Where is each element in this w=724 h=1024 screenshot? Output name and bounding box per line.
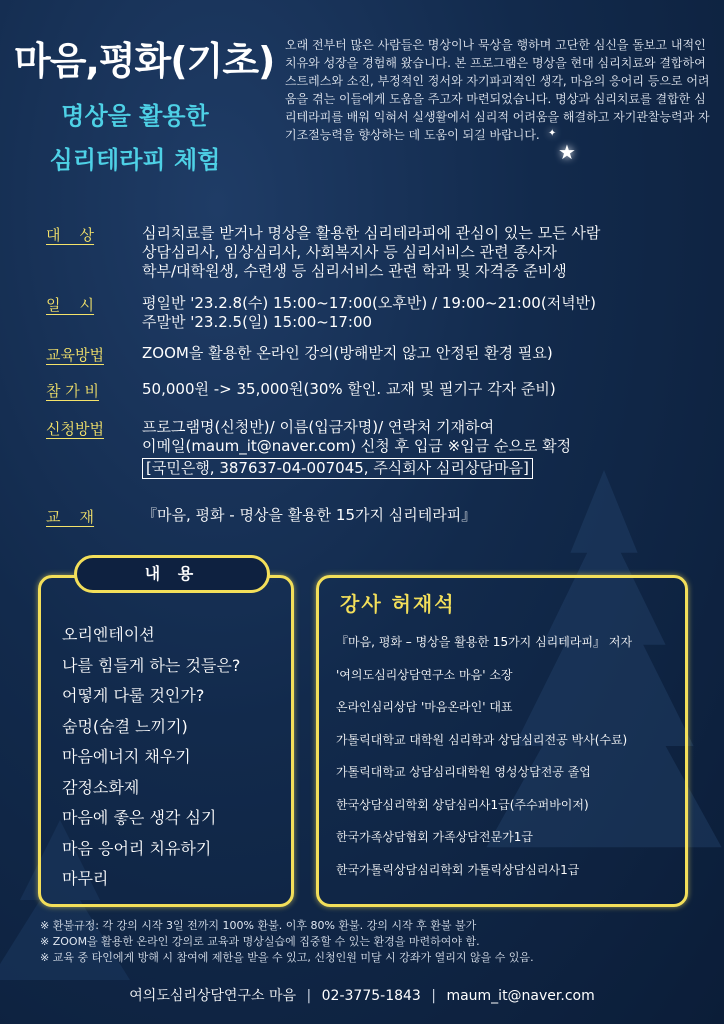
star-icon: ★ — [558, 140, 576, 164]
page-title: 마음,평화(기초) — [14, 39, 275, 83]
footer — [0, 985, 724, 1005]
list-item: 가톨릭대학교 대학원 심리학과 상담심리전공 박사(수료) — [336, 732, 628, 747]
info-textbook — [46, 506, 706, 527]
info-target-label: 대 상 — [46, 226, 95, 244]
intro-text: 오래 전부터 많은 사람들은 명상이나 묵상을 행하며 고단한 심신을 돌보고 내적인 치유와 성장을 경험해 왔습니다. 본 프로그램은 명상을 현대 심리치료와 결합하여 스트레스와 소진, 부정적인 정서와 자기파괴적인 생각, 마음의 응어리 등으로 어려움을 겪는 이들에게 도움을 주고자 마련되었습니다. 명상과 심리치료를 결합한 심리테라피를 배워 익혀서 실생활에서 심리적 어려움을 해결하고 자기관찰능력과 자기조절능력을 향상하는 데 도움이 되길 바랍니다. — [285, 38, 710, 142]
footer-separator: | — [306, 988, 312, 1004]
info-fee — [46, 380, 706, 401]
footer-separator: | — [431, 988, 436, 1004]
footer-phone: 02-3775-1843 — [321, 988, 421, 1004]
info-fee-label: 참 가 비 — [46, 382, 100, 400]
info-apply-label: 신청방법 — [46, 420, 104, 438]
list-item: 나를 힘들게 하는 것들은? — [62, 655, 241, 675]
notes — [40, 918, 710, 966]
info-method-value: ZOOM을 활용한 온라인 강의(방해받지 않고 안정된 환경 필요) — [142, 344, 553, 362]
info-target — [46, 224, 706, 281]
list-item: 마음에 좋은 생각 심기 — [62, 808, 217, 827]
list-item: 한국가톨릭상담심리학회 가톨릭상담심리사1급 — [336, 862, 580, 877]
bank-account: [국민은행, 387637-04-007045, 주식회사 심리상담마음] — [142, 458, 533, 479]
note-line: ※ 환불규정: 각 강의 시작 3일 전까지 100% 환불. 이후 80% 환불. 강의 시작 후 환불 불가 — [40, 919, 477, 932]
page-subtitle-line1: 명상을 활용한 — [61, 102, 209, 130]
list-item: 가톨릭대학교 상담심리대학원 영성상담전공 졸업 — [336, 765, 591, 779]
info-schedule-label: 일 시 — [46, 296, 95, 314]
star-icon: ✦ — [548, 128, 557, 139]
note-line: ※ 교육 중 타인에게 방해 시 참여에 제한을 받을 수 있고, 신청인원 미달 시 강좌가 열리지 않을 수 있음. — [40, 951, 534, 964]
content-heading: 내 용 — [74, 555, 270, 593]
footer-email[interactable]: maum_it@naver.com — [446, 988, 595, 1004]
info-method-label: 교육방법 — [46, 346, 104, 364]
list-item: 오리엔테이션 — [62, 625, 155, 644]
info-fee-value: 50,000원 -> 35,000원(30% 할인. 교재 및 필기구 각자 준비) — [142, 380, 556, 398]
info-textbook-value: 『마음, 평화 - 명상을 활용한 15가지 심리테라피』 — [142, 506, 477, 524]
note-line: ※ ZOOM을 활용한 온라인 강의로 교육과 명상실습에 집중할 수 있는 환경을 마련하여야 함. — [40, 935, 480, 948]
info-target-line: 학부/대학원생, 수련생 등 심리서비스 관련 학과 및 자격증 준비생 — [142, 262, 567, 280]
list-item: 온라인심리상담 '마음온라인' 대표 — [336, 700, 513, 714]
footer-org: 여의도심리상담연구소 마음 — [129, 988, 297, 1004]
info-textbook-label: 교 재 — [46, 508, 95, 526]
list-item: 마음에너지 채우기 — [62, 747, 191, 766]
info-schedule-line: 주말반 '23.2.5(일) 15:00~17:00 — [142, 313, 373, 331]
info-method — [46, 344, 706, 365]
info-target-line: 심리치료를 받거나 명상을 활용한 심리테라피에 관심이 있는 모든 사람 — [142, 224, 601, 242]
list-item: 마음 응어리 치유하기 — [62, 838, 212, 858]
list-item: 『마음, 평화 – 명상을 활용한 15가지 심리테라피』 저자 — [336, 635, 633, 649]
info-apply-line: 프로그램명(신청반)/ 이름(입금자명)/ 연락처 기재하여 — [142, 418, 495, 436]
info-target-line: 상담심리사, 임상심리사, 사회복지사 등 심리서비스 관련 종사자 — [142, 243, 557, 261]
list-item: 한국상담심리학회 상담심리사1급(주수퍼바이저) — [336, 797, 589, 812]
list-item: 감정소화제 — [62, 777, 140, 797]
list-item: '여의도심리상담연구소 마음' 소장 — [336, 667, 513, 682]
content-list — [62, 620, 240, 895]
info-apply-line: 이메일(maum_it@naver.com) 신청 후 입금 ※입금 순으로 확정 — [142, 437, 572, 455]
info-schedule — [46, 294, 706, 332]
list-item: 숨멍(숨결 느끼기) — [62, 716, 188, 736]
page-subtitle-line2: 심리테라피 체험 — [49, 146, 221, 174]
list-item: 어떻게 다룰 것인가? — [62, 686, 205, 705]
list-item: 마무리 — [62, 869, 109, 888]
info-apply — [46, 418, 706, 479]
list-item: 한국가족상담협회 가족상담전문가1급 — [336, 830, 533, 844]
instructor-heading: 강사 허재석 — [340, 592, 456, 616]
instructor-list — [336, 626, 632, 886]
info-schedule-line: 평일반 '23.2.8(수) 15:00~17:00(오후반) / 19:00~21:00(저녁반) — [142, 294, 597, 312]
